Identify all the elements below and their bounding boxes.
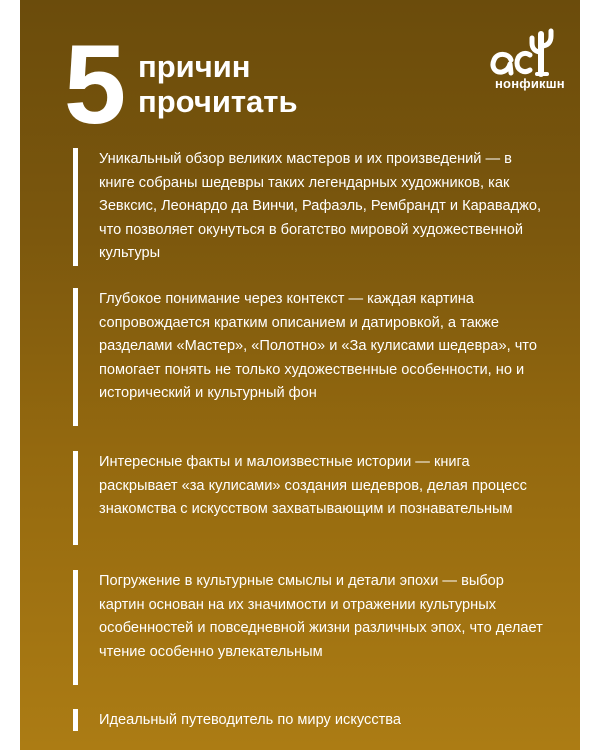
title-line-2: прочитать	[138, 84, 298, 119]
reason-text: Уникальный обзор великих мастеров и их произведений — в книге собраны шедевры таких легендарных художников, как Зевксис, Леонардо да Винчи, Рафаэль, Рембрандт и Караваджо, что позволяет окунуться в богатство мировой художественной культуры	[99, 151, 542, 261]
reason-item-2	[73, 288, 543, 426]
reason-text: Идеальный путеводитель по миру искусства	[99, 712, 402, 728]
reason-text: Глубокое понимание через контекст — каждая картина сопровождается кратким описанием и датировкой, а также разделами «Мастер», «Полотно» и «За кулисами шедевра», что помогает понять не только художественные особенности, но и исторический и культурный фон	[99, 291, 537, 401]
reason-bar	[73, 288, 78, 426]
reason-bar	[73, 709, 78, 731]
reason-text: Погружение в культурные смыслы и детали эпохи — выбор картин основан на их значимости и отражении культурных особенностей и повседневной жизни различных эпох, что делает чтение особенно увлекательным	[99, 573, 543, 660]
logo-subtitle: нонфикшн	[495, 76, 565, 91]
reason-text: Интересные факты и малоизвестные истории — книга раскрывает «за кулисами» создания шедевров, делая процесс знакомства с искусством захватывающим и познавательным	[99, 454, 527, 517]
reason-bar	[73, 451, 78, 545]
infographic-card	[20, 0, 580, 750]
reason-bar	[73, 570, 78, 685]
reason-item-1	[73, 148, 543, 266]
publisher-logo	[475, 22, 570, 100]
reason-item-4	[73, 570, 543, 685]
reasons-count: 5	[63, 22, 127, 147]
reason-bar	[73, 148, 78, 266]
reason-item-5	[73, 709, 543, 731]
reason-item-3	[73, 451, 543, 545]
title-line-1: причин	[138, 49, 251, 84]
